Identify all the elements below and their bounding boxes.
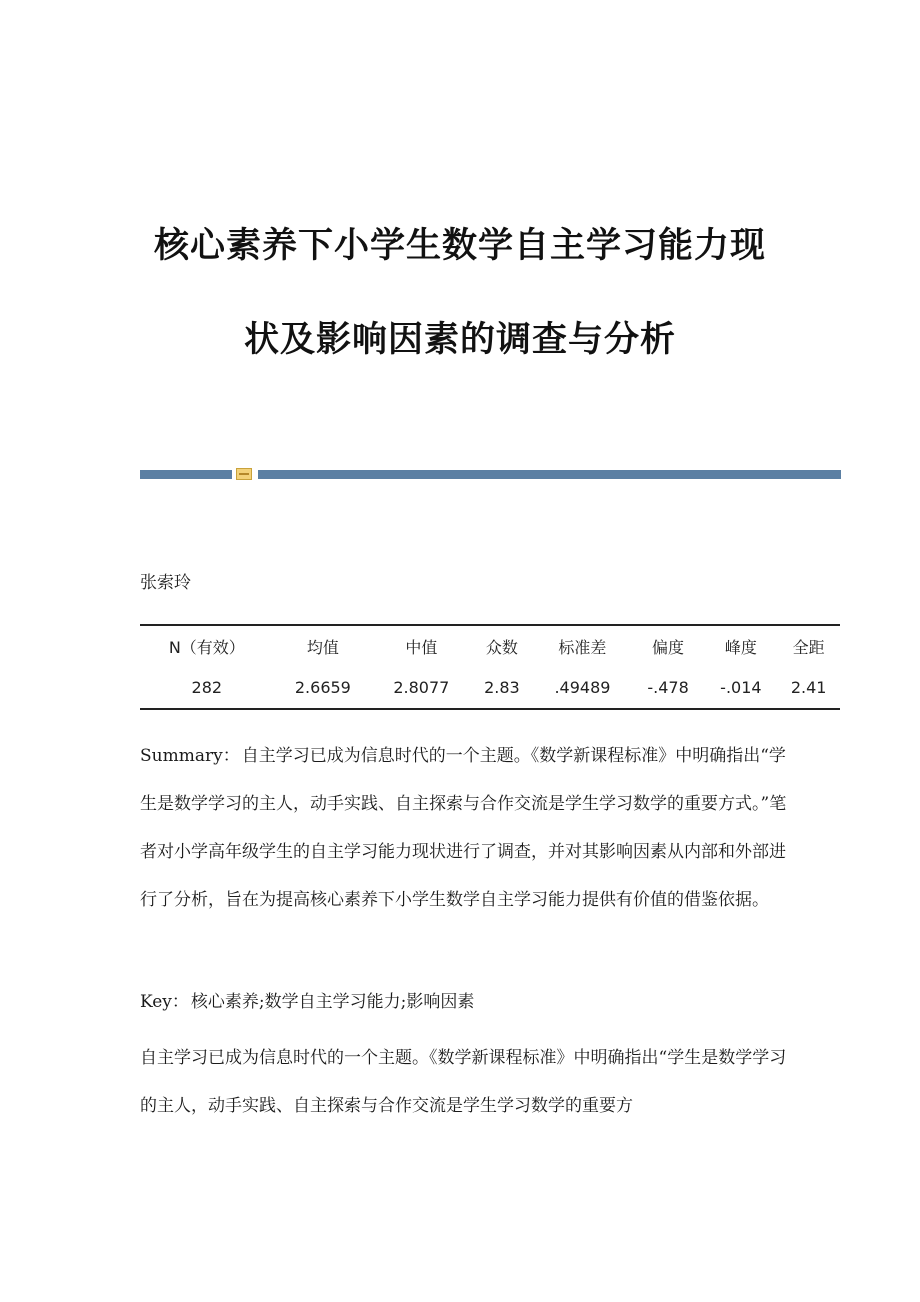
summary-label: Summary： — [140, 746, 240, 766]
summary-paragraph — [140, 732, 790, 924]
table-cell: .49489 — [554, 677, 611, 697]
table-cell: 2.6659 — [294, 677, 351, 697]
table-header-cell: 偏度 — [652, 637, 685, 657]
divider-ornament-icon — [236, 468, 252, 480]
table-header-cell: 中值 — [405, 637, 438, 657]
table-row — [140, 666, 840, 709]
title-divider-left — [140, 470, 232, 479]
table-cell: -.478 — [647, 677, 689, 697]
keywords-paragraph — [140, 978, 790, 1026]
table-cell: -.014 — [720, 677, 762, 697]
table-header-cell: 均值 — [306, 637, 339, 657]
title-divider-right — [258, 470, 841, 479]
keywords-label: Key： — [140, 992, 189, 1012]
body-paragraph: 自主学习已成为信息时代的一个主题。《数学新课程标准》中明确指出“学生是数学学习的主人，动手实践、自主探索与合作交流是学生学习数学的重要方 — [140, 1048, 787, 1116]
table-cell: 2.41 — [790, 677, 827, 697]
keywords-text: 核心素养;数学自主学习能力;影响因素 — [190, 992, 475, 1012]
summary-text: 自主学习已成为信息时代的一个主题。《数学新课程标准》中明确指出“学生是数学学习的主人，动手实践、自主探索与合作交流是学生学习数学的重要方式。”笔者对小学高年级学生的自主学习能力现状进行了调查，并对其影响因素从内部和外部进行了分析，旨在为提高核心素养下小学生数学自主学习能力提供有价值的借鉴依据。 — [140, 746, 787, 910]
table-header-cell: 峰度 — [724, 637, 757, 657]
table-cell: 2.8077 — [393, 677, 450, 697]
table-cell: 282 — [191, 677, 223, 697]
table-header-cell: 全距 — [792, 637, 825, 657]
author-name: 张索玲 — [140, 573, 191, 593]
statistics-table — [140, 624, 840, 710]
table-cell: 2.83 — [484, 677, 520, 697]
document-title-line-2: 状及影响因素的调查与分析 — [243, 320, 676, 360]
table-header-cell: 众数 — [485, 637, 518, 657]
document-title-line-1: 核心素养下小学生数学自主学习能力现 — [153, 226, 766, 266]
table-header-cell: 标准差 — [558, 637, 607, 657]
table-header-cell: N（有效） — [168, 637, 245, 657]
table-header-row — [140, 625, 840, 666]
